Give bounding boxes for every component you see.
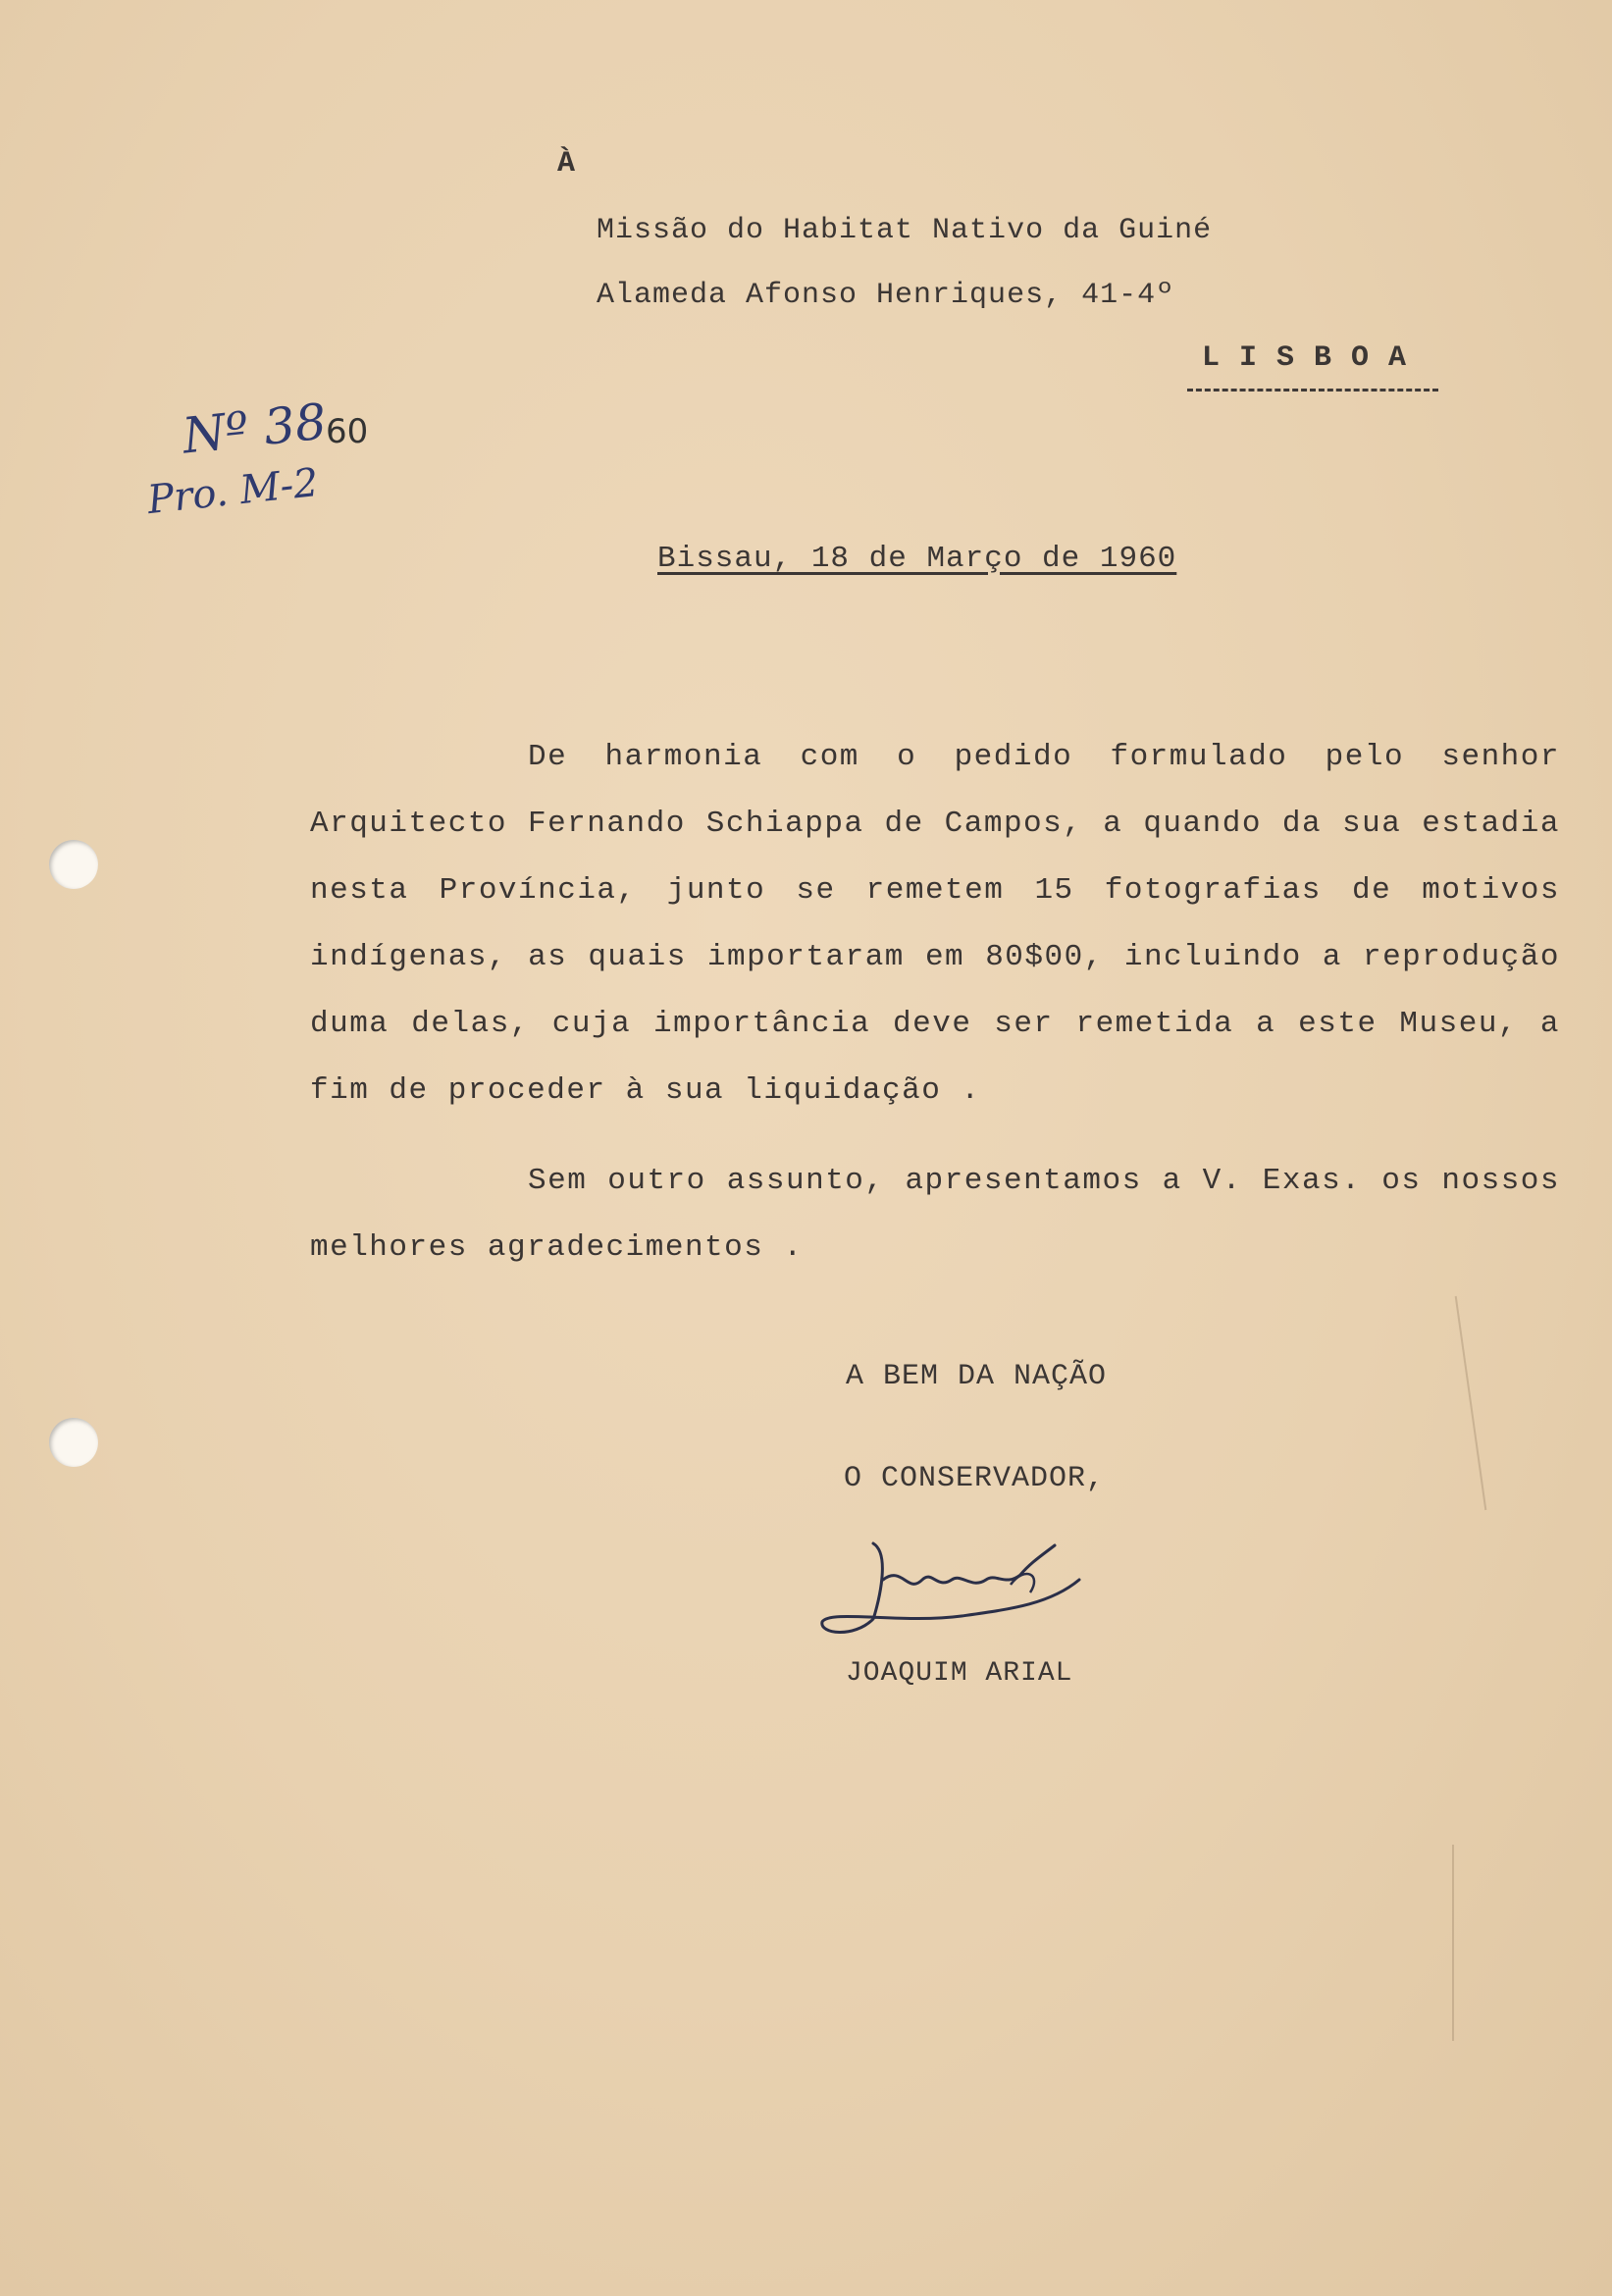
recipient-city: L I S B O A (1202, 341, 1408, 375)
registration-year: 60 (326, 412, 369, 451)
city-underline (1187, 389, 1438, 391)
registration-number: Nº 38 (180, 392, 330, 465)
recipient-address: Alameda Afonso Henriques, 41-4º (597, 279, 1175, 312)
process-reference: Pro. M-2 (145, 459, 321, 524)
salutation: À (557, 147, 577, 181)
paper-crease (1452, 1845, 1454, 2041)
closing-motto: A BEM DA NAÇÃO (846, 1360, 1108, 1393)
punch-hole (49, 840, 98, 889)
recipient-name: Missão do Habitat Nativo da Guiné (597, 214, 1213, 247)
punch-hole (49, 1418, 98, 1467)
signature (814, 1526, 1109, 1653)
body-paragraph-1: De harmonia com o pedido formulado pelo senhor Arquitecto Fernando Schiappa de Campos, a quando da sua estadia nesta Província, junto se remetem 15 fotografias de motivos indígenas, as quais importaram em 80$00, incluindo a reprodução duma delas, cuja importância deve ser remetida a este Museu, a fim de proceder à sua liquidação . (310, 740, 1560, 1108)
signatory-name: JOAQUIM ARIAL (846, 1658, 1073, 1689)
dateline: Bissau, 18 de Março de 1960 (657, 542, 1177, 576)
body-paragraph-2: Sem outro assunto, apresentamos a V. Exas. os nossos melhores agradecimentos . (310, 1164, 1560, 1265)
letter-closing-paragraph (310, 1148, 1560, 1281)
letter-body (310, 724, 1560, 1124)
signatory-title: O CONSERVADOR, (844, 1462, 1106, 1495)
paper-crease (1455, 1296, 1487, 1510)
